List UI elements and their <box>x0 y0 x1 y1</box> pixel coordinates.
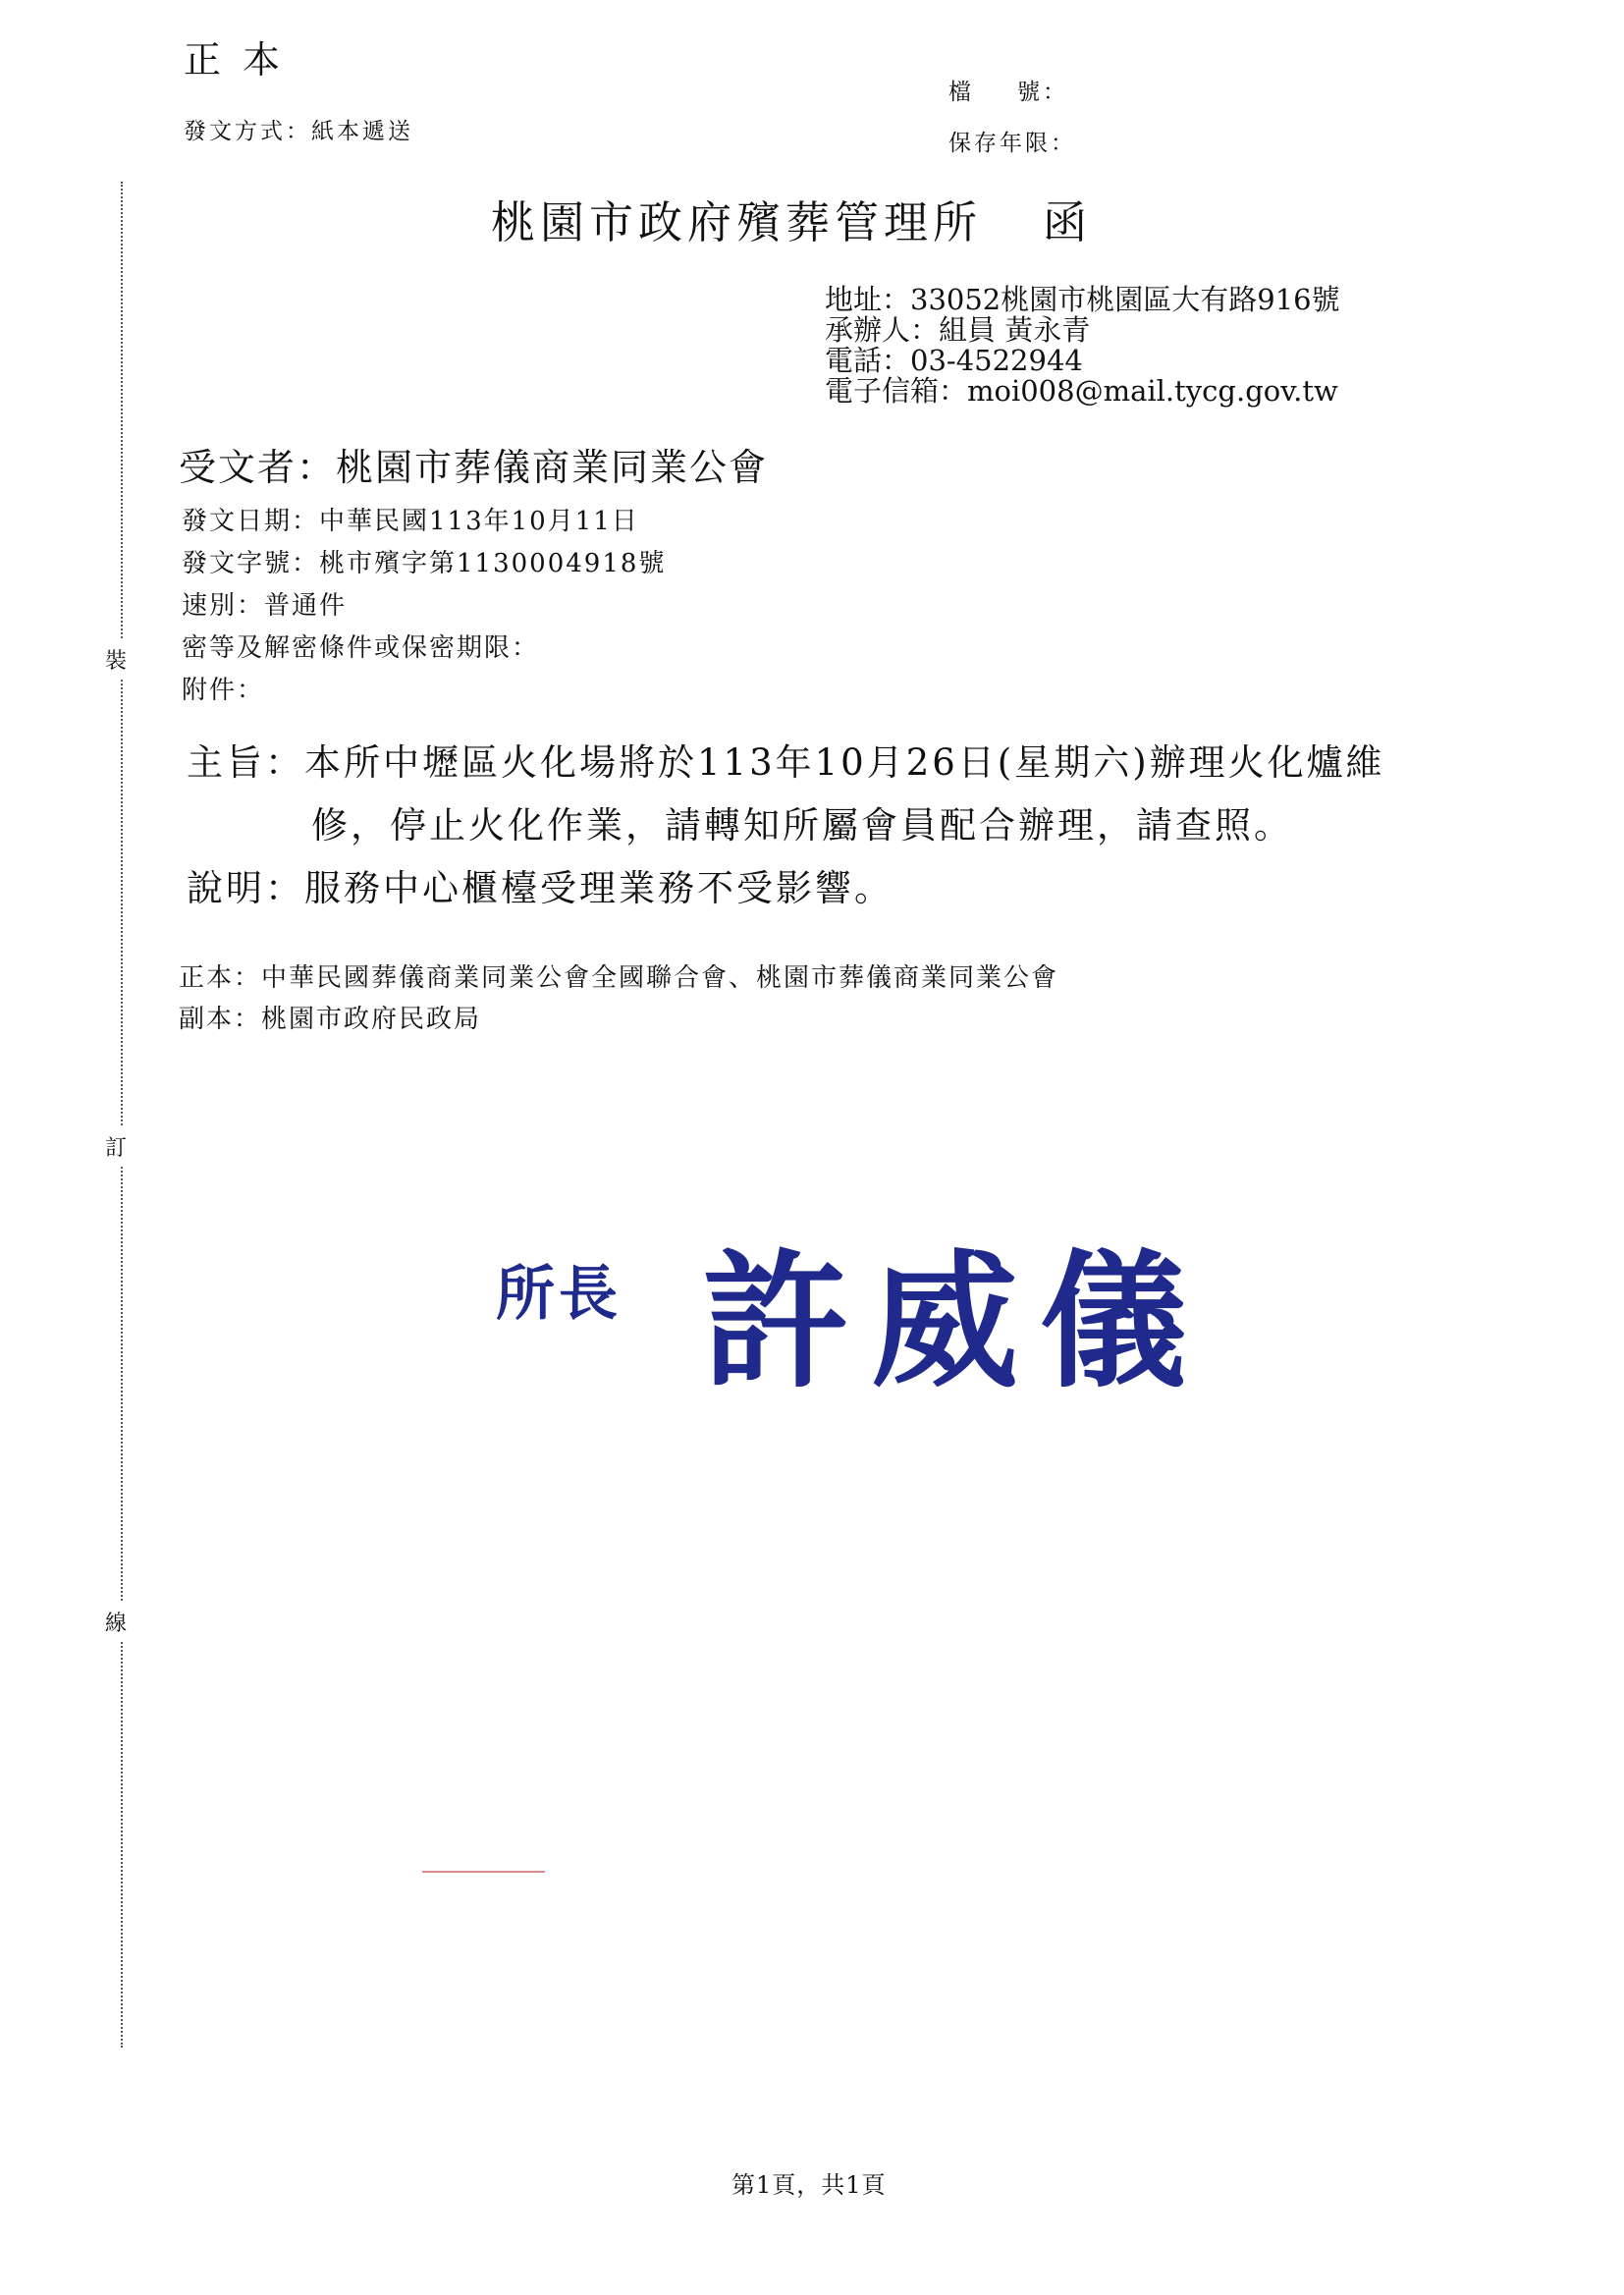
binding-mark-ding: 訂 <box>105 1127 127 1166</box>
retention-period-label: 保存年限： <box>948 131 1076 156</box>
subject-line-1: 主旨：本所中壢區火化場將於113年10月26日(星期六)辦理火化爐維 <box>187 741 1385 784</box>
original-recipients: 正本：中華民國葬儀商業同業公會全國聯合會、桃園市葬儀商業同業公會 <box>179 963 1059 993</box>
file-number-label-a: 檔 <box>948 80 974 105</box>
contact-phone: 電話：03-4522944 <box>825 344 1083 377</box>
binding-mark-zhuang: 裝 <box>105 640 127 679</box>
file-number-label-b: 號： <box>1017 80 1068 105</box>
document-type: 函 <box>1043 196 1093 248</box>
secrecy-level: 密等及解密條件或保密期限： <box>182 633 540 663</box>
binding-mark-xian: 線 <box>105 1603 127 1641</box>
speed-class: 速別：普通件 <box>182 591 348 621</box>
agency-name: 桃園市政府殯葬管理所 <box>491 196 983 248</box>
copy-mark: 正本 <box>184 38 302 82</box>
copy-recipients: 副本：桃園市政府民政局 <box>179 1005 482 1034</box>
contact-handler: 承辦人：組員 黃永青 <box>825 313 1091 347</box>
send-method: 發文方式：紙本遞送 <box>184 119 413 144</box>
red-ink-mark <box>422 1871 545 1873</box>
attachment: 附件： <box>182 676 265 705</box>
explanation: 說明：服務中心櫃檯受理業務不受影響。 <box>187 867 893 909</box>
binding-line <box>121 182 123 2048</box>
document-title <box>491 187 1092 250</box>
page-number: 第1頁，共1頁 <box>731 2171 887 2199</box>
contact-email: 電子信箱：moi008@mail.tycg.gov.tw <box>825 374 1338 408</box>
distribution <box>179 957 1058 1040</box>
issue-date: 發文日期：中華民國113年10月11日 <box>182 507 639 536</box>
contact-address: 地址：33052桃園市桃園區大有路916號 <box>825 283 1340 316</box>
issue-number: 發文字號：桃市殯字第1130004918號 <box>182 549 667 578</box>
document-meta <box>182 501 666 712</box>
signature-name-stamp: 許威儀 <box>702 1235 1210 1408</box>
contact-block <box>825 285 1340 407</box>
signature-title-stamp: 所長 <box>496 1260 622 1329</box>
document-body <box>187 732 1385 920</box>
file-number-label <box>948 74 1068 106</box>
subject-line-2: 修，停止火化作業，請轉知所屬會員配合辦理，請查照。 <box>311 804 1293 847</box>
recipient: 受文者：桃園市葬儀商業同業公會 <box>179 446 769 489</box>
